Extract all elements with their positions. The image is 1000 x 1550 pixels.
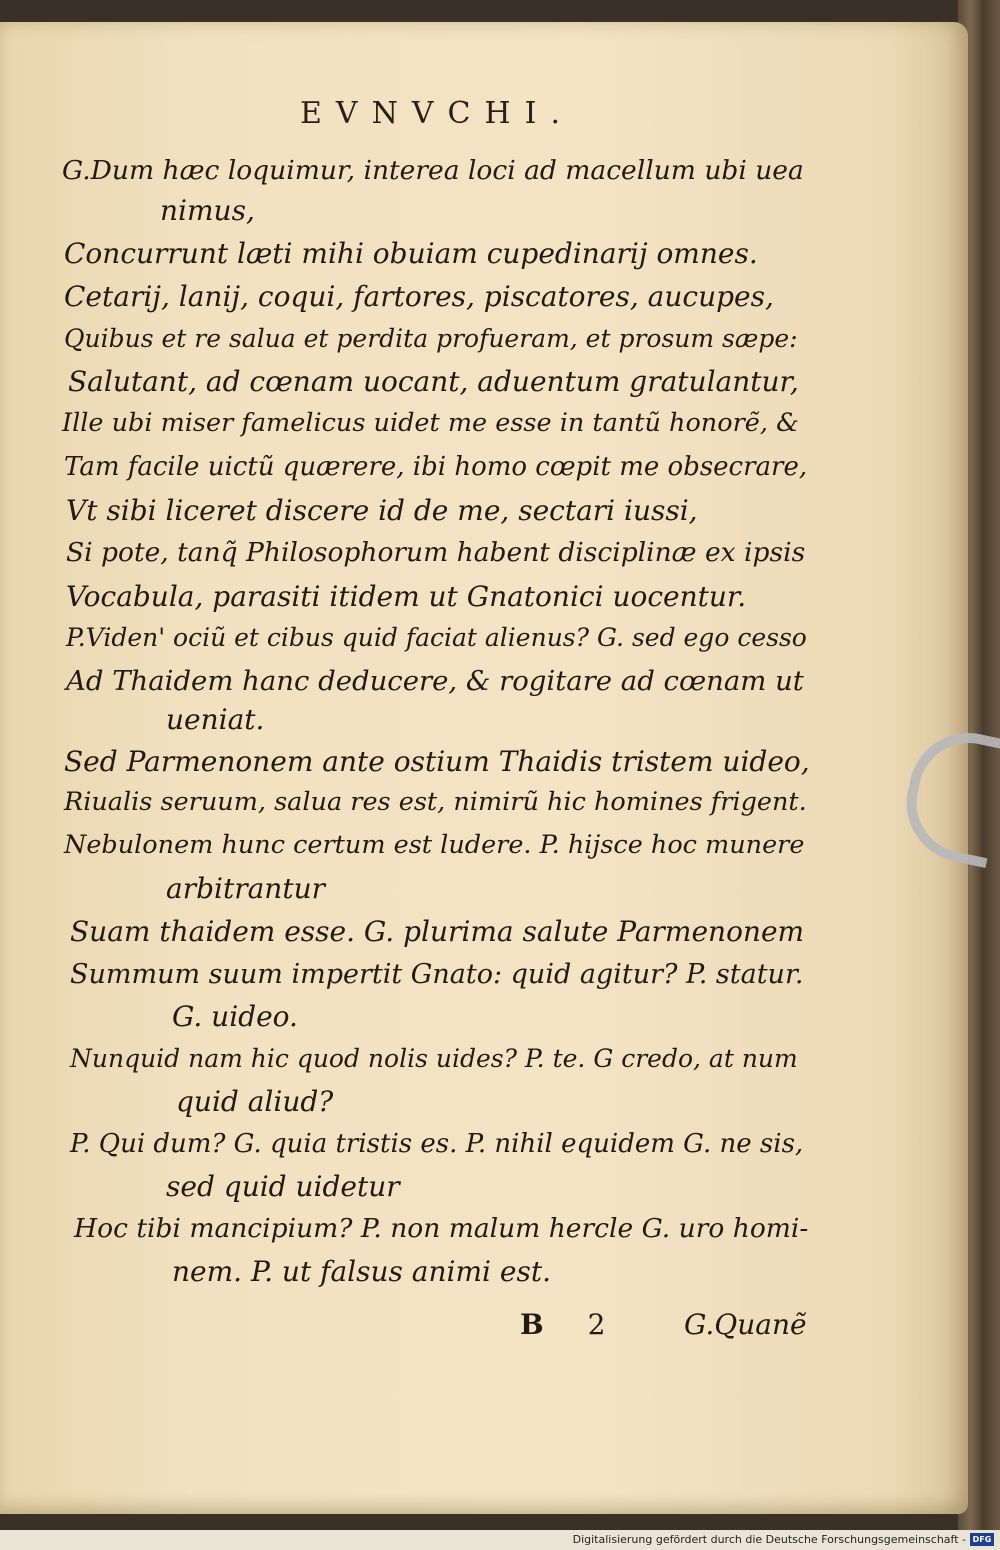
verse-line: Summum suum impertit Gnato: quid agitur? P. statur. (70, 959, 804, 990)
signature-number: 2 (587, 1308, 606, 1341)
verse-line: Nunquid nam hic quod nolis uides? P. te. G credo, at num (70, 1044, 798, 1073)
verse-line: Hoc tibi mancipium? P. non malum hercle G. uro homi- (74, 1213, 809, 1244)
digitization-credit: Digitalisierung gefördert durch die Deutsche Forschungsgemeinschaft - (572, 1533, 966, 1546)
verse-line: sed quid uidetur (166, 1170, 400, 1203)
verse-line: Cetarij, lanij, coqui, fartores, piscatores, aucupes, (64, 280, 774, 313)
verse-line: Vt sibi liceret discere id de me, sectari iussi, (66, 494, 698, 527)
verse-line: G.Dum hæc loquimur, interea loci ad macellum ubi uea (62, 155, 804, 186)
catchword: G.Quanẽ (684, 1308, 807, 1341)
verse-line: G. uideo. (172, 1000, 298, 1033)
verse-line: Concurrunt læti mihi obuiam cupedinarij omnes. (64, 237, 758, 270)
book-page (0, 22, 968, 1514)
verse-line: Riualis seruum, salua res est, nimirũ hic homines frigent. (64, 787, 807, 817)
signature-letter: B (520, 1308, 544, 1341)
verse-line: Quibus et re salua et perdita profueram, et prosum sæpe: (64, 324, 798, 353)
verse-line: arbitrantur (166, 872, 325, 905)
running-header: EVNVCHI. (300, 96, 574, 131)
verse-line: ueniat. (166, 703, 265, 736)
verse-line: Si pote, tanq̃ Philosophorum habent disciplinæ ex ipsis (66, 537, 806, 568)
verse-text (0, 22, 968, 1514)
verse-line: quid aliud? (176, 1085, 334, 1118)
verse-line: nimus, (160, 194, 255, 227)
verse-line: nem. P. ut falsus animi est. (172, 1255, 551, 1288)
verse-line: Ad Thaidem hanc deducere, & rogitare ad cœnam ut (66, 665, 804, 697)
verse-line: Vocabula, parasiti itidem ut Gnatonici uocentur. (66, 580, 747, 613)
verse-line: P. Qui dum? G. quia tristis es. P. nihil equidem G. ne sis, (70, 1129, 804, 1159)
verse-line: Salutant, ad cœnam uocant, aduentum gratulantur, (68, 365, 799, 398)
verse-line: Tam facile uictũ quærere, ibi homo cœpit me obsecrare, (64, 452, 808, 482)
verse-line: Suam thaidem esse. G. plurima salute Parmenonem (70, 915, 805, 948)
verse-line: Ille ubi miser famelicus uidet me esse in tantũ honorẽ, & (62, 408, 799, 438)
signature-mark (520, 1308, 606, 1341)
verse-line: Sed Parmenonem ante ostium Thaidis tristem uideo, (64, 745, 810, 778)
verse-line: P.Viden' ociũ et cibus quid faciat alienus? G. sed ego cesso (66, 623, 807, 652)
dfg-logo: DFG (970, 1533, 994, 1546)
verse-line: Nebulonem hunc certum est ludere. P. hijsce hoc munere (64, 830, 805, 860)
